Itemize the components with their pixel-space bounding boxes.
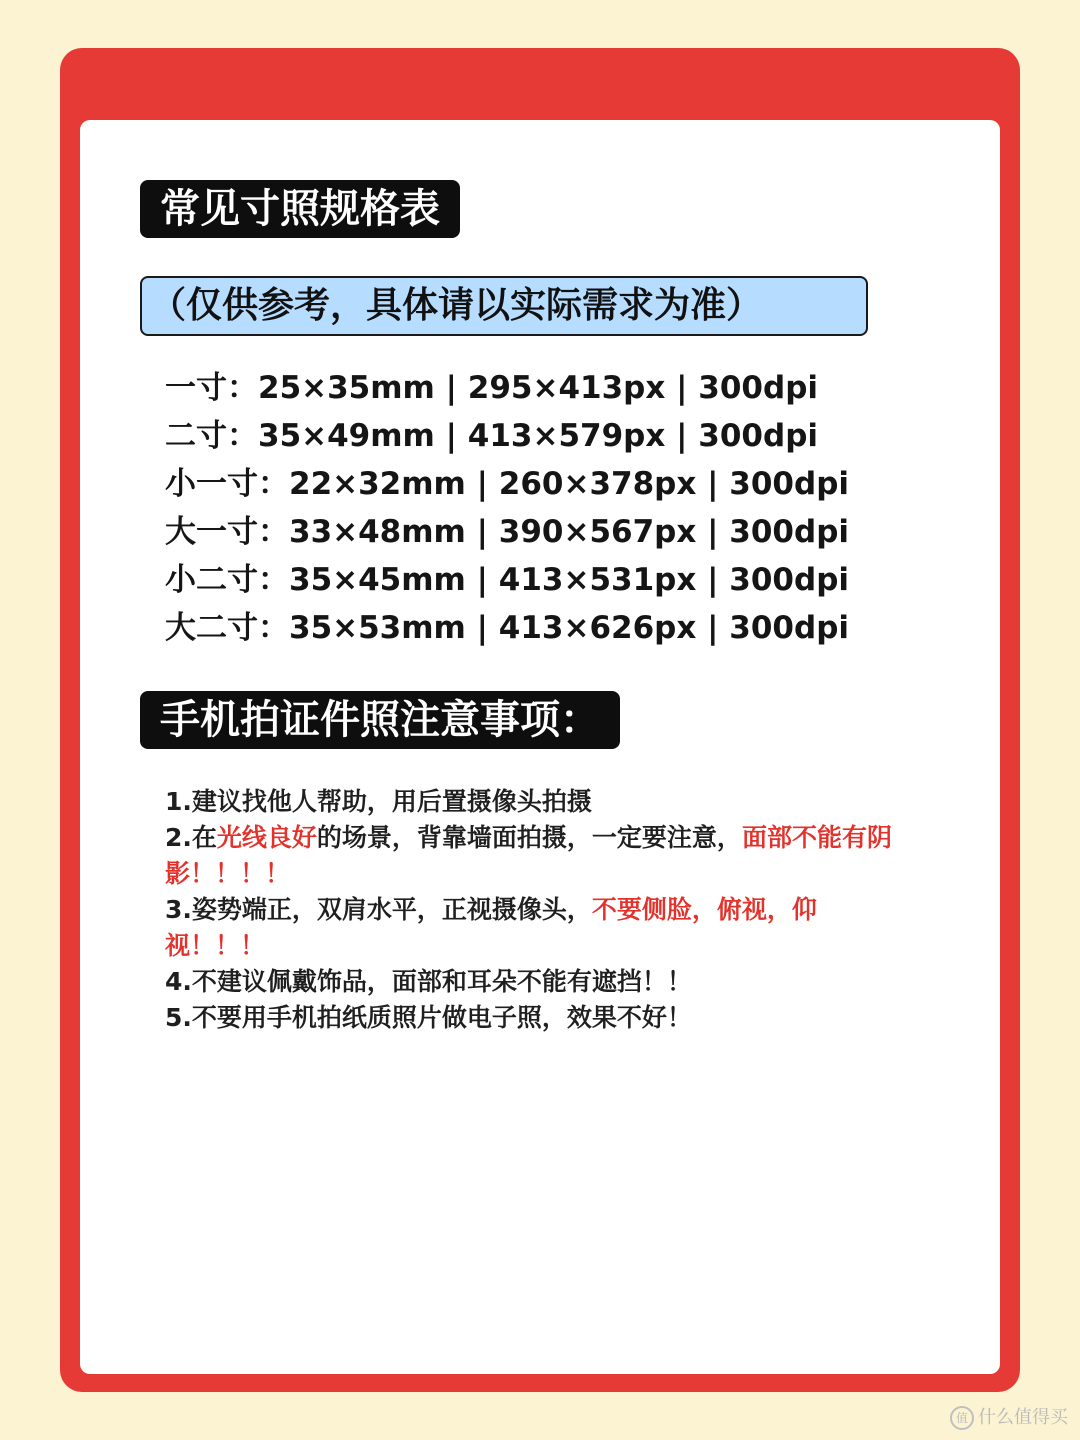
page-title: 常见寸照规格表 bbox=[140, 180, 460, 238]
spec-mm: 25×35mm bbox=[258, 370, 435, 406]
spec-px: 295×413px bbox=[467, 370, 666, 406]
tip-text: 4.不建议佩戴饰品，面部和耳朵不能有遮挡！！ bbox=[165, 967, 692, 996]
spec-row bbox=[165, 364, 849, 412]
tip-item bbox=[165, 1000, 905, 1036]
tips-title: 手机拍证件照注意事项： bbox=[140, 691, 620, 749]
tip-item bbox=[165, 892, 905, 964]
tip-item bbox=[165, 964, 905, 1000]
spec-name: 大二寸： bbox=[165, 610, 289, 646]
spec-dpi: 300dpi bbox=[729, 562, 850, 598]
tip-text: 3.姿势端正，双肩水平，正视摄像头， bbox=[165, 895, 592, 924]
spec-row bbox=[165, 460, 849, 508]
spec-row bbox=[165, 556, 849, 604]
spec-dpi: 300dpi bbox=[729, 466, 850, 502]
spec-px: 390×567px bbox=[498, 514, 697, 550]
spec-name: 小二寸： bbox=[165, 562, 289, 598]
watermark-logo-icon: 值 bbox=[950, 1406, 974, 1430]
spec-separator: | bbox=[696, 466, 730, 502]
spec-separator: | bbox=[696, 514, 730, 550]
spec-separator: | bbox=[465, 466, 499, 502]
spec-px: 260×378px bbox=[498, 466, 697, 502]
tip-item bbox=[165, 820, 905, 892]
spec-name: 小一寸： bbox=[165, 466, 289, 502]
spec-row bbox=[165, 508, 849, 556]
tip-highlight: 光线良好 bbox=[216, 823, 317, 852]
spec-separator: | bbox=[434, 418, 468, 454]
spec-name: 大一寸： bbox=[165, 514, 289, 550]
spec-mm: 35×45mm bbox=[289, 562, 466, 598]
spec-row bbox=[165, 412, 849, 460]
spec-name: 一寸： bbox=[165, 370, 258, 406]
spec-separator: | bbox=[465, 562, 499, 598]
spec-separator: | bbox=[665, 370, 699, 406]
tip-item bbox=[165, 784, 905, 820]
spec-separator: | bbox=[465, 514, 499, 550]
reference-note: （仅供参考，具体请以实际需求为准） bbox=[140, 276, 868, 336]
tip-text: 1.建议找他人帮助，用后置摄像头拍摄 bbox=[165, 787, 592, 816]
spec-separator: | bbox=[465, 610, 499, 646]
spec-dpi: 300dpi bbox=[729, 610, 850, 646]
spec-mm: 22×32mm bbox=[289, 466, 466, 502]
spec-px: 413×626px bbox=[498, 610, 697, 646]
spec-separator: | bbox=[665, 418, 699, 454]
spec-dpi: 300dpi bbox=[698, 418, 819, 454]
spec-separator: | bbox=[434, 370, 468, 406]
tip-text: 2.在 bbox=[165, 823, 217, 852]
spec-px: 413×579px bbox=[467, 418, 666, 454]
watermark-text: 什么值得买 bbox=[978, 1407, 1068, 1428]
spec-separator: | bbox=[696, 610, 730, 646]
tip-text: 的场景，背靠墙面拍摄，一定要注意， bbox=[316, 823, 742, 852]
spec-name: 二寸： bbox=[165, 418, 258, 454]
tips-list bbox=[165, 784, 905, 1036]
spec-table bbox=[165, 364, 849, 652]
spec-mm: 35×49mm bbox=[258, 418, 435, 454]
spec-dpi: 300dpi bbox=[698, 370, 819, 406]
spec-mm: 33×48mm bbox=[289, 514, 466, 550]
watermark bbox=[950, 1403, 1068, 1430]
spec-row bbox=[165, 604, 849, 652]
spec-dpi: 300dpi bbox=[729, 514, 850, 550]
tip-text: 5.不要用手机拍纸质照片做电子照，效果不好！ bbox=[165, 1003, 692, 1032]
spec-mm: 35×53mm bbox=[289, 610, 466, 646]
spec-separator: | bbox=[696, 562, 730, 598]
spec-px: 413×531px bbox=[498, 562, 697, 598]
tip-highlight: 面部不能有阴影！！！！ bbox=[165, 823, 892, 888]
tip-highlight: 不要侧脸，俯视，仰视！！！ bbox=[165, 895, 817, 960]
